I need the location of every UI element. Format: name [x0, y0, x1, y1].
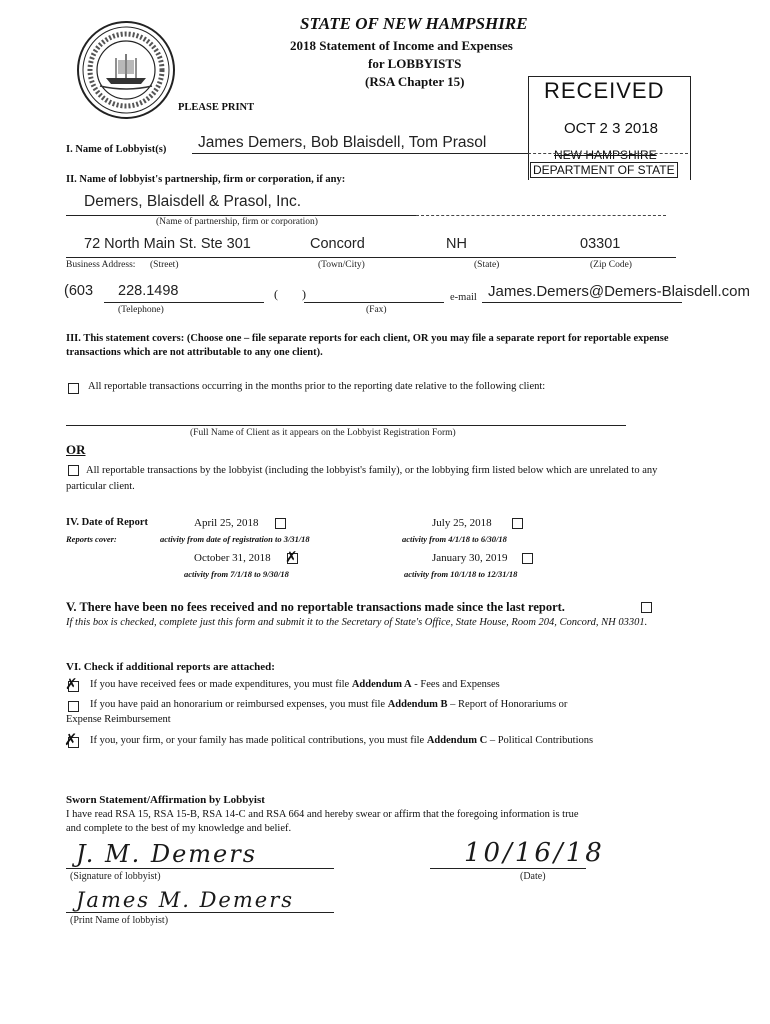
- phone-area[interactable]: (603: [64, 283, 94, 299]
- lobbyist-name-value[interactable]: James Demers, Bob Blaisdell, Tom Prasol: [198, 134, 487, 151]
- state-value[interactable]: NH: [446, 236, 467, 252]
- report-range-april: activity from date of registration to 3/31/18: [160, 534, 310, 544]
- zip-value[interactable]: 03301: [580, 236, 621, 252]
- received-date: OCT 2 3 2018: [564, 120, 658, 137]
- addendum-b-name: Addendum B: [387, 699, 448, 710]
- state-seal: [76, 20, 176, 120]
- section3-heading: III. This statement covers: (Choose one – file separate reports for each client, OR you may file a separate report for reportable expense transactions which are not attributable to any one client).: [66, 333, 669, 358]
- addendum-a-name: Addendum A: [351, 679, 412, 690]
- client-checkbox[interactable]: [68, 383, 79, 394]
- section6-heading: VI. Check if additional reports are attached:: [66, 661, 275, 673]
- firm-caption: (Name of partnership, firm or corporation): [156, 217, 318, 227]
- for-line: for LOBBYISTS: [368, 56, 462, 71]
- addendum-b-post: – Report of Honorariums or: [450, 699, 568, 710]
- addendum-c-name: Addendum C: [426, 735, 488, 746]
- report-checkbox-july[interactable]: [512, 518, 523, 529]
- firm-label: II. Name of lobbyist's partnership, firm or corporation, if any:: [66, 174, 346, 185]
- report-range-july: activity from 4/1/18 to 6/30/18: [402, 534, 507, 544]
- please-print: PLEASE PRINT: [178, 102, 255, 113]
- stamp-line2: DEPARTMENT OF STATE: [530, 162, 678, 178]
- signature-line: [66, 868, 334, 869]
- city-value[interactable]: Concord: [310, 236, 365, 252]
- fax-prefix: ( ): [274, 287, 306, 301]
- firm-value[interactable]: Demers, Blaisdell & Prasol, Inc.: [84, 193, 302, 210]
- print-name-line: [66, 912, 334, 913]
- addendum-b-pre: If you have paid an honorarium or reimbursed expenses, you must file: [90, 699, 386, 710]
- signed-date[interactable]: 10/16/18: [464, 838, 605, 868]
- addendum-b-text: [90, 699, 567, 710]
- report-checkbox-january[interactable]: [522, 553, 533, 564]
- addendum-a-pre: If you have received fees or made expenditures, you must file: [90, 679, 350, 690]
- zip-caption: (Zip Code): [590, 260, 632, 270]
- fax-caption: (Fax): [366, 305, 387, 315]
- print-caption: (Print Name of lobbyist): [70, 915, 169, 926]
- signature-caption: (Signature of lobbyist): [70, 871, 161, 882]
- date-of-report-label: IV. Date of Report: [66, 517, 149, 528]
- lobbyist-name-line: [192, 153, 528, 154]
- state-title: STATE OF NEW HAMPSHIRE: [300, 14, 528, 33]
- addendum-a-text: [90, 679, 500, 690]
- email-value[interactable]: James.Demers@Demers-Blaisdell.com: [488, 283, 750, 300]
- phone-line: [104, 302, 264, 303]
- phone-value[interactable]: 228.1498: [118, 283, 179, 299]
- email-line: [482, 302, 682, 303]
- addendum-b-line2: Expense Reimbursement: [66, 714, 171, 725]
- addendum-c-pre: If you, your firm, or your family has made political contributions, you must file: [90, 735, 425, 746]
- report-date-january: January 30, 2019: [432, 552, 508, 564]
- rsa-line: (RSA Chapter 15): [365, 74, 465, 89]
- lobbyist-name-label: I. Name of Lobbyist(s): [66, 144, 167, 155]
- signature[interactable]: J. M. Demers: [76, 840, 258, 868]
- received-text: RECEIVED: [544, 78, 665, 103]
- report-range-january: activity from 10/1/18 to 12/31/18: [404, 569, 518, 579]
- option2-text: All reportable transactions by the lobbyist (including the lobbyist's family), or the lobbying firm listed below which are unrelated to any particular client.: [66, 465, 658, 492]
- addendum-b-checkbox[interactable]: [68, 701, 79, 712]
- sworn-heading: Sworn Statement/Affirmation by Lobbyist: [66, 794, 265, 806]
- received-stamp: [528, 76, 691, 180]
- addendum-c-text: [90, 735, 593, 746]
- sworn-text-line1: I have read RSA 15, RSA 15-B, RSA 14-C and RSA 664 and hereby swear or affirm that the foregoing information is true: [66, 809, 579, 820]
- client-caption: (Full Name of Client as it appears on the Lobbyist Registration Form): [190, 428, 456, 438]
- date-line: [430, 868, 586, 869]
- fax-line: [304, 302, 444, 303]
- check-mark-icon: ✗: [65, 675, 78, 693]
- address-line: [66, 257, 676, 258]
- no-fees-checkbox[interactable]: [641, 602, 652, 613]
- report-date-october: October 31, 2018: [194, 552, 271, 564]
- check-mark-icon: ✗: [285, 548, 298, 566]
- telephone-caption: (Telephone): [118, 305, 164, 315]
- print-name[interactable]: James M. Demers: [76, 888, 295, 912]
- state-seal-icon: [76, 20, 176, 120]
- date-caption: (Date): [520, 871, 546, 882]
- addendum-c-post: – Political Contributions: [489, 735, 594, 746]
- report-date-april: April 25, 2018: [194, 517, 259, 529]
- town-caption: (Town/City): [318, 260, 365, 270]
- sworn-text-line2: and complete to the best of my knowledge and belief.: [66, 823, 292, 834]
- business-address-caption: Business Address:: [66, 260, 136, 270]
- reports-cover-label: Reports cover:: [66, 534, 117, 544]
- email-label: e-mail: [450, 292, 477, 303]
- report-range-october: activity from 7/1/18 to 9/30/18: [184, 569, 289, 579]
- section5-heading: V. There have been no fees received and no reportable transactions made since the last report.: [66, 600, 565, 614]
- stamp-line1: NEW HAMPSHIRE: [554, 148, 657, 162]
- client-name-line: [66, 425, 626, 426]
- statement-title: 2018 Statement of Income and Expenses: [290, 38, 513, 53]
- state-caption: (State): [474, 260, 500, 270]
- option1-text: All reportable transactions occurring in the months prior to the reporting date relative to the following client:: [88, 381, 546, 392]
- report-date-july: July 25, 2018: [432, 517, 492, 529]
- check-mark-icon: ✗: [64, 730, 78, 749]
- street-value[interactable]: 72 North Main St. Ste 301: [84, 236, 251, 252]
- firm-line: [66, 215, 416, 216]
- section5-note: If this box is checked, complete just this form and submit it to the Secretary of State's Office, State House, Room 204, Concord, NH 03301.: [66, 617, 648, 628]
- addendum-a-post: - Fees and Expenses: [414, 679, 500, 690]
- or-label: OR: [66, 442, 86, 457]
- street-caption: (Street): [150, 260, 179, 270]
- report-checkbox-april[interactable]: [275, 518, 286, 529]
